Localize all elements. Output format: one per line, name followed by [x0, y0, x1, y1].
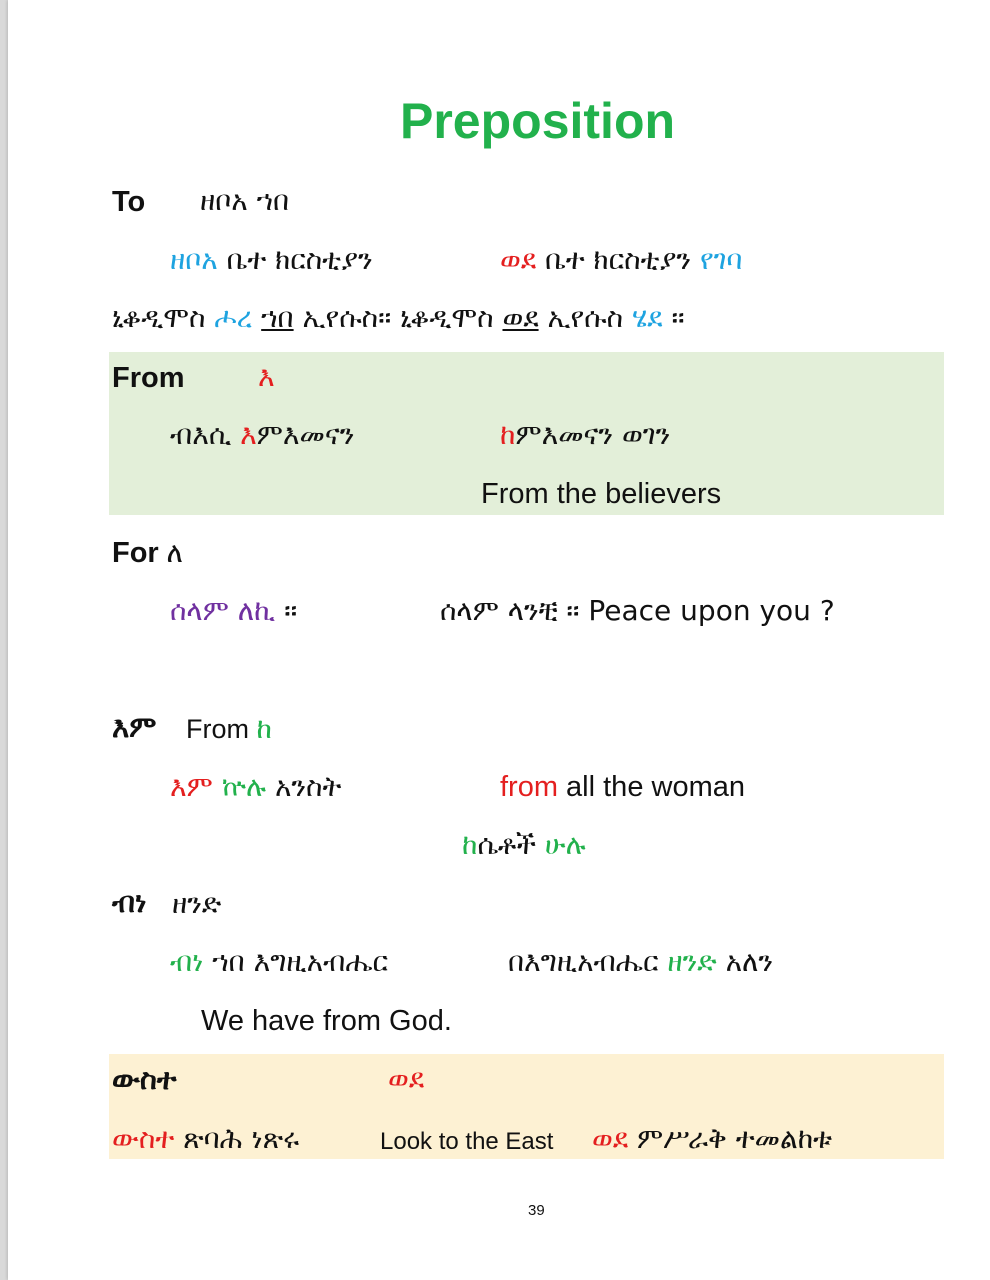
bene-example-amharic: [508, 945, 773, 979]
em-heading: እም: [112, 712, 157, 744]
to-sentence: [112, 301, 685, 335]
to-heading: To: [112, 186, 146, 218]
from-example-geez: [170, 418, 354, 452]
em-example-geez-space: [213, 770, 222, 803]
bene-example-geez-prep: ብነ: [170, 945, 204, 978]
em-example-english-rest: all the woman: [558, 771, 745, 803]
em-example-english: [500, 771, 745, 804]
to-sentence-part: ኢየሱስ። ኒቆዲሞስ: [293, 301, 503, 334]
from-english: From the believers: [481, 478, 722, 510]
weste-example-geez: [112, 1122, 299, 1156]
to-gloss: ዘቦአ ኀበ: [200, 184, 290, 217]
to-sentence-part: [252, 301, 261, 334]
from-example-geez-part: ብእሲ: [170, 418, 241, 451]
from-example-amharic: [500, 418, 670, 452]
em-example-amharic: [462, 828, 586, 862]
bene-heading: ብነ: [112, 887, 147, 919]
from-example-amharic-part: ምእመናን ወገን: [515, 418, 671, 451]
for-heading: [112, 537, 183, 570]
bene-example-geez-rest: ኀበ እግዚአብሔር: [203, 945, 389, 978]
to-example-geez: [170, 243, 373, 277]
to-sentence-prep: ኀበ: [261, 301, 294, 334]
to-sentence-part: ኢየሱስ: [538, 301, 632, 334]
to-sentence-part: ።: [662, 301, 685, 334]
bene-example-amharic-prep: ዘንድ: [667, 945, 717, 978]
to-sentence-verb: ሖረ: [214, 301, 253, 334]
em-gloss-english: From: [186, 714, 257, 744]
to-example-geez-rest: ቤተ ክርስቲያን: [217, 243, 373, 276]
bene-english: We have from God.: [201, 1005, 452, 1037]
for-example-amharic: ሰላም ላንቺ ። Peace upon you ?: [440, 594, 835, 627]
bene-example-amharic-part: በእግዚአብሔር: [508, 945, 668, 978]
em-example-geez-prep: እም: [170, 770, 213, 803]
for-example-geez: [170, 594, 297, 628]
from-example-amharic-prep: ከ: [500, 418, 516, 451]
from-heading: From: [112, 362, 185, 394]
to-example-amharic: [500, 243, 742, 277]
page-number: 39: [528, 1202, 545, 1219]
weste-example-amharic-prep: ወደ: [592, 1122, 629, 1155]
weste-example-amharic-rest: ምሥራቅ ተመልከቱ: [628, 1122, 833, 1155]
em-gloss-amharic: ከ: [256, 712, 272, 745]
weste-example-amharic: [592, 1122, 832, 1156]
to-sentence-part: ኒቆዲሞስ: [112, 301, 215, 334]
to-example-amharic-mid: ቤተ ክርስቲያን: [536, 243, 700, 276]
from-example-geez-prep: እ: [240, 418, 257, 451]
from-gloss: እ: [258, 360, 275, 393]
em-example-geez: [170, 770, 341, 804]
for-example-geez-punct: ።: [275, 594, 298, 627]
page-title: Preposition: [400, 93, 676, 149]
to-example-amharic-prep: ወደ: [500, 243, 537, 276]
em-example-geez-all: ኵሉ: [221, 770, 267, 803]
for-gloss: ለ: [158, 537, 183, 568]
for-heading-label: For: [112, 537, 159, 569]
to-sentence-prep-amharic: ወደ: [502, 301, 539, 334]
bene-example-amharic-part: አለን: [716, 945, 774, 978]
em-example-amharic-prep: ከ: [462, 828, 478, 861]
bene-example-geez: [170, 945, 388, 979]
em-example-amharic-noun: ሴቶች: [477, 828, 545, 861]
to-example-geez-verb: ዘቦአ: [170, 243, 218, 276]
em-example-amharic-all: ሁሉ: [544, 828, 586, 861]
to-sentence-verb-amharic: ሄደ: [631, 301, 663, 334]
weste-gloss: ወደ: [388, 1062, 425, 1095]
weste-example-geez-prep: ውስተ: [112, 1122, 175, 1155]
weste-example-english: Look to the East: [380, 1128, 554, 1155]
weste-heading: ውስተ: [112, 1064, 177, 1096]
em-example-english-prep: from: [500, 771, 558, 803]
em-example-geez-rest: አንስት: [266, 770, 342, 803]
em-gloss: [186, 712, 272, 746]
bene-gloss: ዘንድ: [172, 887, 222, 920]
weste-example-geez-rest: ጽባሕ ነጽሩ: [174, 1122, 300, 1155]
for-example-geez-phrase: ሰላም ለኪ: [170, 594, 276, 627]
to-example-amharic-verb: የገባ: [699, 243, 743, 276]
from-example-geez-part: ምእመናን: [256, 418, 355, 451]
